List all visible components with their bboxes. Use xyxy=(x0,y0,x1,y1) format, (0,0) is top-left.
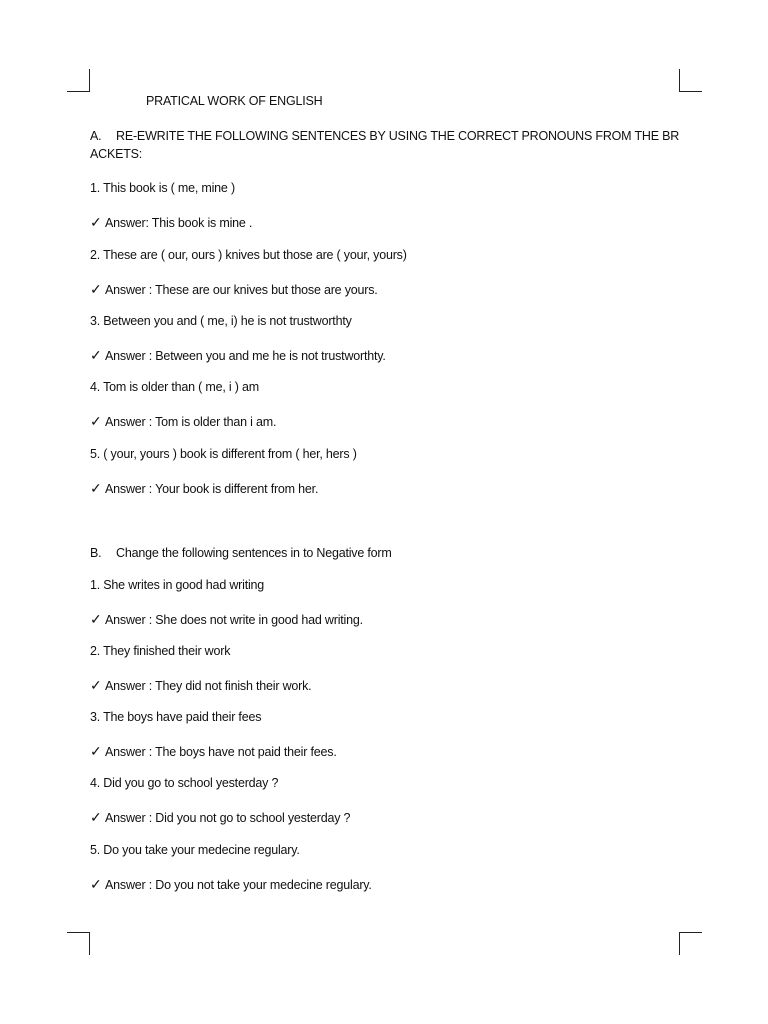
crop-mark-top-right xyxy=(679,69,702,92)
section-a-question-3: 3. Between you and ( me, i) he is not trustworthty xyxy=(90,314,352,328)
section-b-answer-2 xyxy=(90,677,311,694)
section-a-heading xyxy=(90,127,690,163)
section-b-question-5: 5. Do you take your medecine regulary. xyxy=(90,843,300,857)
check-icon: ✓ xyxy=(90,876,102,892)
section-b-question-4: 4. Did you go to school yesterday ? xyxy=(90,776,279,790)
section-a-question-4: 4. Tom is older than ( me, i ) am xyxy=(90,380,259,394)
check-icon: ✓ xyxy=(90,809,102,825)
crop-mark-bottom-left xyxy=(67,932,90,955)
answer-text: Answer : Did you not go to school yesterday ? xyxy=(105,811,351,825)
check-icon: ✓ xyxy=(90,281,102,297)
section-a-answer-4 xyxy=(90,413,276,430)
section-b-answer-3 xyxy=(90,743,337,760)
section-b-answer-4 xyxy=(90,809,350,826)
section-a-answer-1 xyxy=(90,214,252,231)
section-a-question-1: 1. This book is ( me, mine ) xyxy=(90,181,235,195)
section-b-question-1: 1. She writes in good had writing xyxy=(90,578,265,592)
answer-text: Answer : The boys have not paid their fees. xyxy=(105,745,337,759)
section-a-answer-3 xyxy=(90,347,386,364)
answer-text: Answer : She does not write in good had writing. xyxy=(105,613,363,627)
check-icon: ✓ xyxy=(90,611,102,627)
section-a-answer-2 xyxy=(90,281,378,298)
answer-text: Answer: This book is mine . xyxy=(105,216,253,230)
section-a-answer-5 xyxy=(90,480,318,497)
section-a-letter: A. xyxy=(90,129,102,143)
check-icon: ✓ xyxy=(90,677,102,693)
section-a-question-2: 2. These are ( our, ours ) knives but those are ( your, yours) xyxy=(90,248,407,262)
check-icon: ✓ xyxy=(90,214,102,230)
check-icon: ✓ xyxy=(90,743,102,759)
section-a-question-5: 5. ( your, yours ) book is different from ( her, hers ) xyxy=(90,447,357,461)
section-b-question-2: 2. They finished their work xyxy=(90,644,231,658)
section-b-question-3: 3. The boys have paid their fees xyxy=(90,710,262,724)
section-b-heading xyxy=(90,544,690,562)
answer-text: Answer : These are our knives but those are yours. xyxy=(105,283,378,297)
answer-text: Answer : Do you not take your medecine regulary. xyxy=(105,878,372,892)
answer-text: Answer : Your book is different from her. xyxy=(105,482,319,496)
crop-mark-top-left xyxy=(67,69,90,92)
section-b-answer-1 xyxy=(90,611,363,628)
section-b-letter: B. xyxy=(90,546,102,560)
section-b-answer-5 xyxy=(90,876,372,893)
check-icon: ✓ xyxy=(90,347,102,363)
crop-mark-bottom-right xyxy=(679,932,702,955)
check-icon: ✓ xyxy=(90,413,102,429)
check-icon: ✓ xyxy=(90,480,102,496)
section-a-heading-line2: ACKETS: xyxy=(90,147,143,161)
section-a-heading-line1: RE-EWRITE THE FOLLOWING SENTENCES BY USING THE CORRECT PRONOUNS FROM THE BR xyxy=(116,129,680,143)
answer-text: Answer : Tom is older than i am. xyxy=(105,415,277,429)
document-title: PRATICAL WORK OF ENGLISH xyxy=(146,94,323,108)
answer-text: Answer : They did not finish their work. xyxy=(105,679,312,693)
answer-text: Answer : Between you and me he is not trustworthty. xyxy=(105,349,386,363)
section-b-heading-text: Change the following sentences in to Negative form xyxy=(116,546,392,560)
